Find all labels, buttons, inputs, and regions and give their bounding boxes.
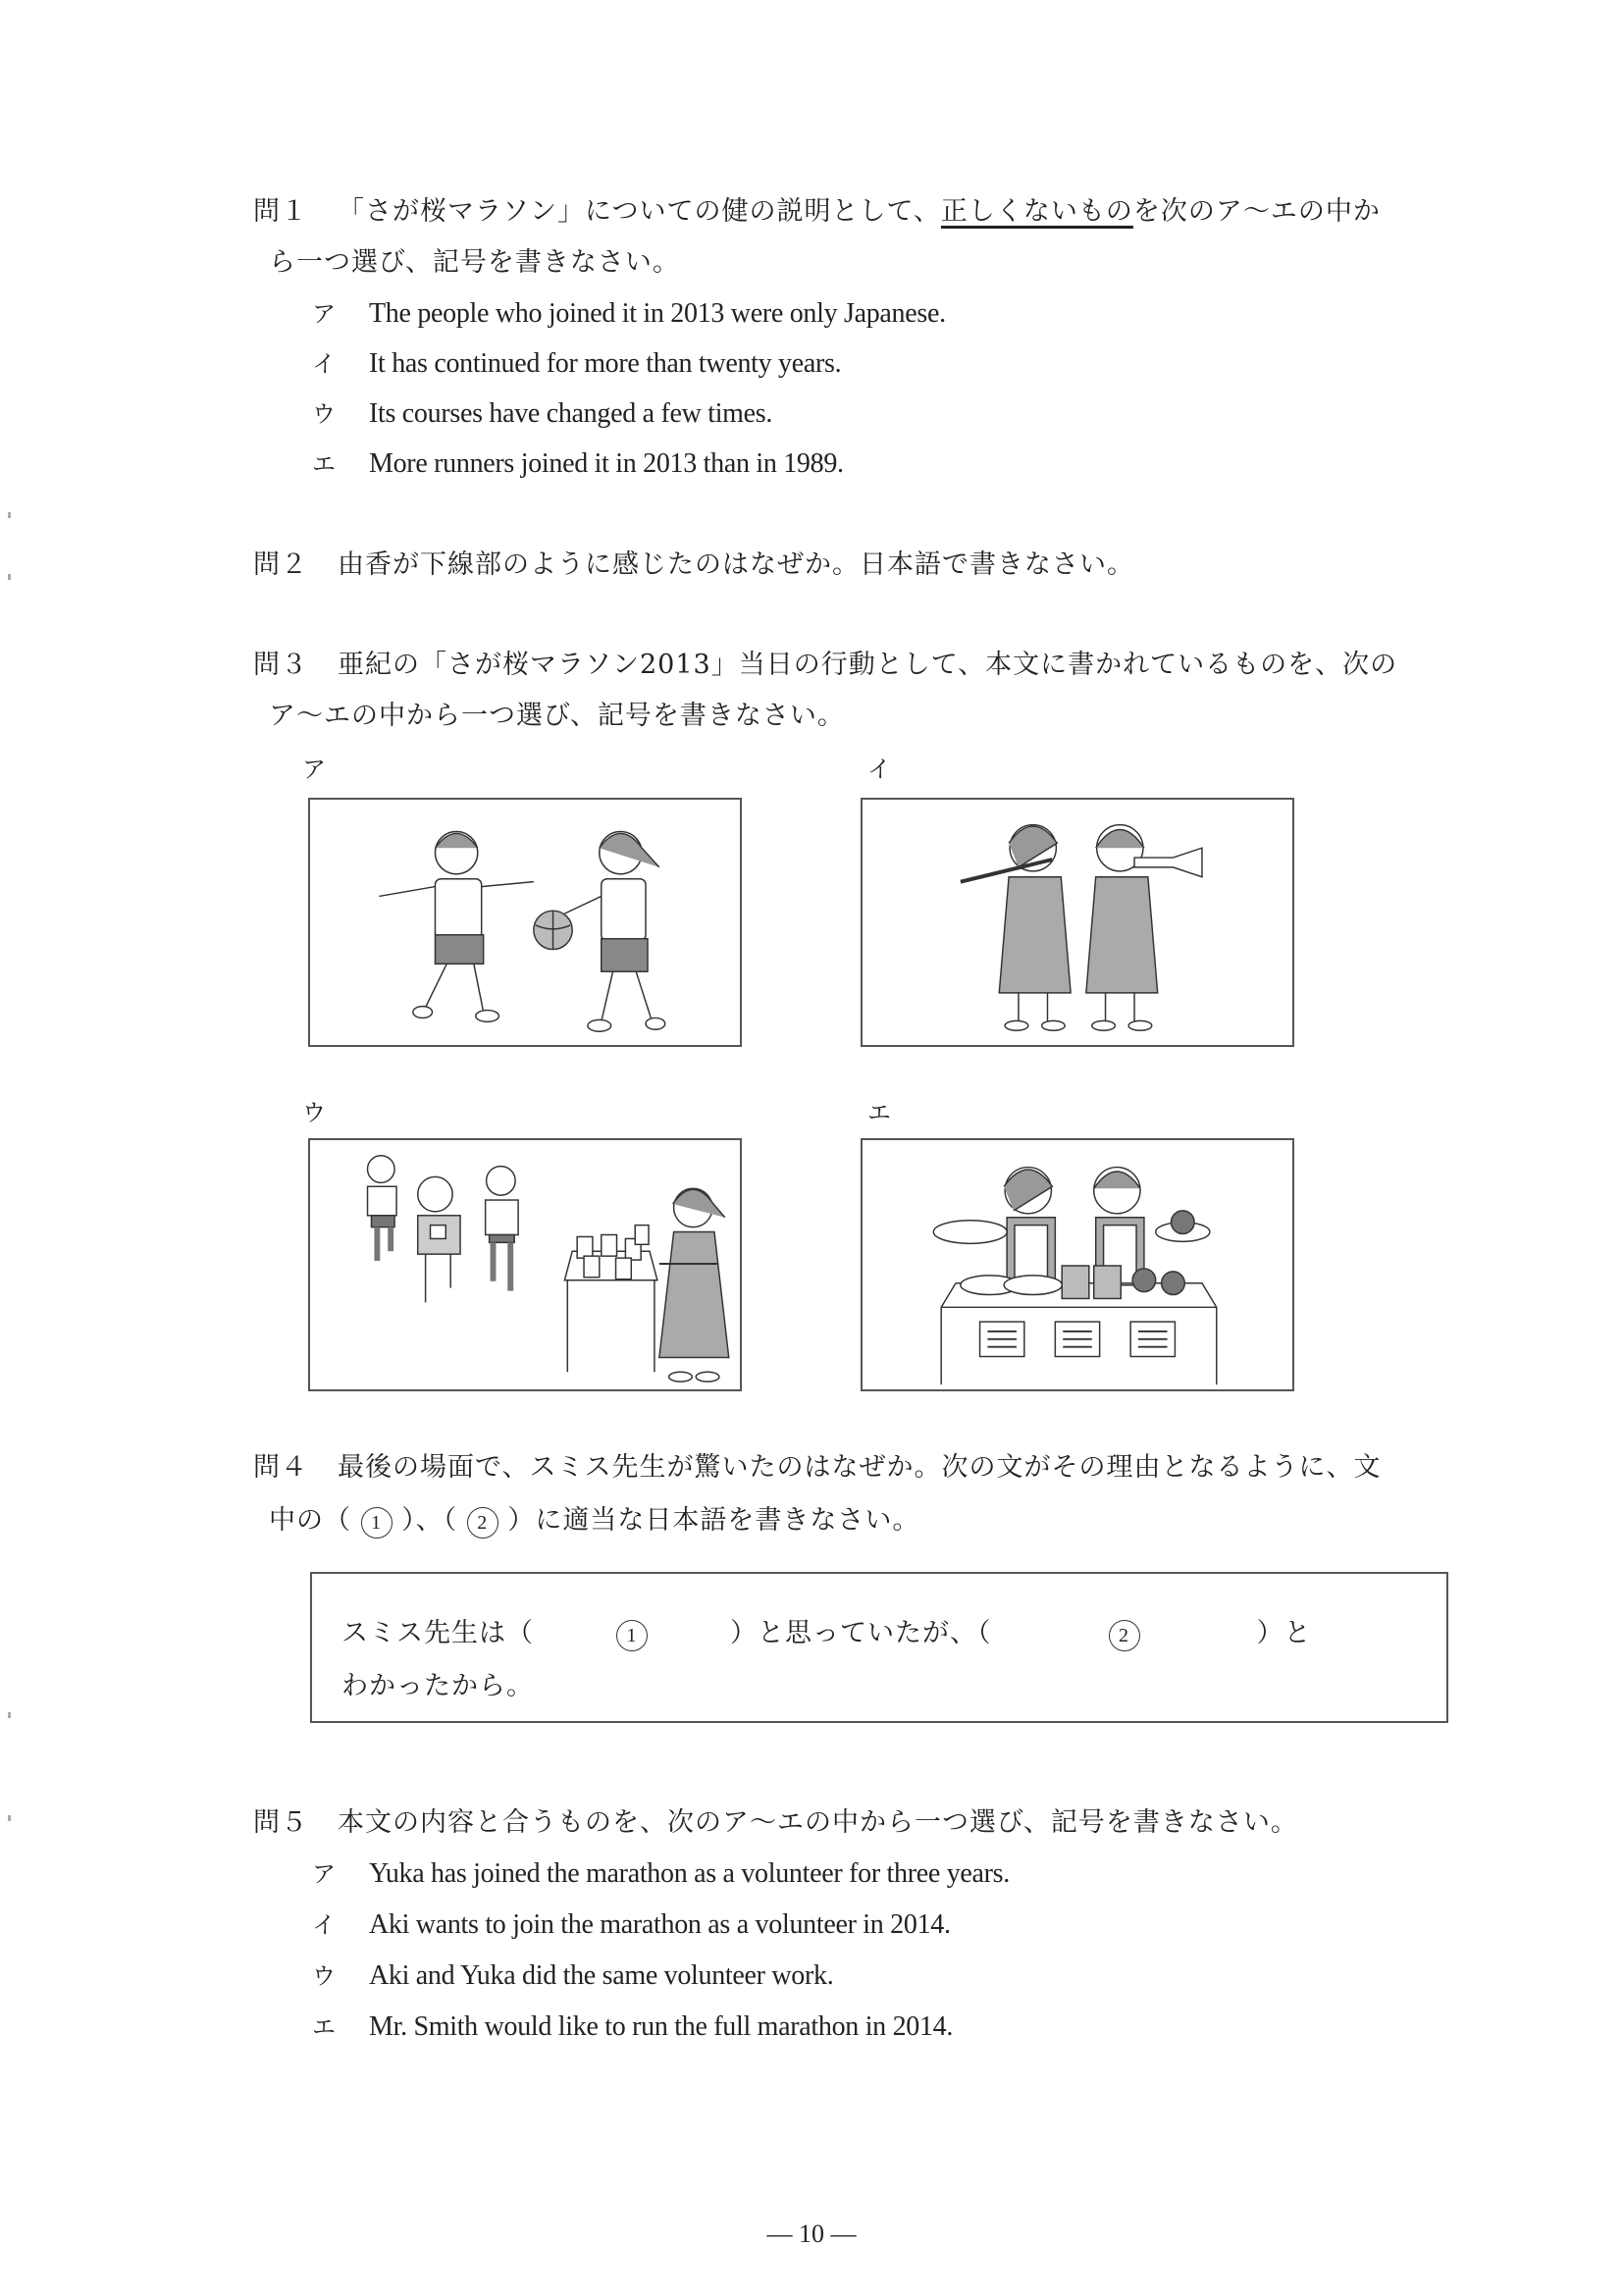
prompt-text: を次のア～エの中か [1132,196,1381,227]
option-text: Aki wants to join the marathon as a volunteer in 2014. [369,1909,951,1940]
prompt-text: 由香が下線部のように感じたのはなぜか。日本語で書きなさい。 [338,549,1134,580]
prompt-text: 最後の場面で、スミス先生が驚いたのはなぜか。次の文がその理由となるように、文 [338,1452,1382,1483]
option-mark: ウ [312,400,336,428]
question-number: 問５ [253,1807,308,1838]
option-text: Mr. Smith would like to run the full marathon in 2014. [369,2011,954,2042]
basketball-illustration [310,800,740,1045]
scan-mark [8,574,11,580]
blank-slot-2[interactable] [992,1618,1257,1651]
option-mark: エ [312,2013,336,2041]
option-text: Yuka has joined the marathon as a volunteer for three years. [369,1858,1010,1889]
circled-number-1: 1 [361,1507,393,1539]
prompt-text: ）に適当な日本語を書きなさい。 [507,1505,920,1536]
underlined-emphasis: 正しくないもの [940,196,1133,227]
q1-option-u [312,394,772,434]
picture-label-u: ウ [302,1099,326,1126]
question-3-prompt-cont: ア～エの中から一つ選び、記号を書きなさい。 [269,701,845,731]
question-number: 問４ [253,1452,308,1483]
answer-template-line-1 [341,1611,1312,1651]
option-mark: イ [312,350,336,378]
question-4-prompt [253,1448,1381,1487]
water-station-illustration [310,1140,740,1389]
picture-label-e: エ [867,1099,891,1126]
option-mark: ア [312,300,336,328]
picture-band [861,798,1294,1047]
question-number: 問３ [253,650,308,680]
circled-number-1: 1 [616,1620,648,1651]
q5-option-i [312,1905,951,1945]
option-mark: ウ [312,1962,336,1990]
answer-template-box [310,1572,1448,1723]
q1-option-i [312,344,841,384]
circled-number-2: 2 [467,1507,498,1539]
question-number: 問１ [253,196,308,227]
question-4-prompt-cont [269,1501,919,1540]
question-2-prompt [253,546,1134,585]
prompt-text: 本文の内容と合うものを、次のア～エの中から一つ選び、記号を書きなさい。 [338,1807,1298,1838]
q5-option-a [312,1854,1010,1894]
answer-template-line-2: わかったから。 [341,1671,534,1701]
q1-option-e [312,444,844,484]
food-stall-illustration [863,1140,1292,1389]
option-text: It has continued for more than twenty years. [369,348,842,379]
question-3-prompt [253,646,1397,685]
circled-number-2: 2 [1109,1620,1140,1651]
option-mark: イ [312,1911,336,1939]
prompt-text: 亜紀の「さが桜マラソン2013」当日の行動として、本文に書かれているものを、次の [338,650,1398,680]
option-text: More runners joined it in 2013 than in 1989. [369,448,844,479]
scan-mark [8,1712,11,1718]
question-number: 問２ [253,549,308,580]
prompt-text: ）、（ [401,1505,458,1536]
option-mark: ア [312,1860,336,1888]
page-number: — 10 — [766,2219,857,2248]
scan-mark [8,512,11,518]
question-1-prompt [253,192,1381,232]
prompt-text: 中の（ [269,1505,351,1536]
q5-option-e [312,2008,953,2047]
option-mark: エ [312,450,336,478]
option-text: The people who joined it in 2013 were only Japanese. [369,298,946,329]
picture-label-a: ア [302,756,326,783]
picture-basketball [308,798,742,1047]
template-text: スミス先生は（ [341,1618,534,1648]
option-text: Aki and Yuka did the same volunteer work. [369,1960,834,1991]
q1-option-a [312,294,946,334]
template-text: ）と [1256,1618,1312,1648]
option-text: Its courses have changed a few times. [369,398,773,429]
picture-label-i: イ [867,756,891,783]
question-1-prompt-cont: ら一つ選び、記号を書きなさい。 [269,247,680,278]
blank-slot-1[interactable] [534,1618,730,1651]
template-text: ）と思っていたが、（ [730,1618,992,1648]
scan-mark [8,1815,11,1821]
q5-option-u [312,1957,833,1996]
picture-water-station [308,1138,742,1391]
prompt-text: 「さが桜マラソン」についての健の説明として、 [338,196,941,227]
picture-food-stall [861,1138,1294,1391]
band-illustration [863,800,1292,1045]
question-5-prompt [253,1803,1298,1843]
